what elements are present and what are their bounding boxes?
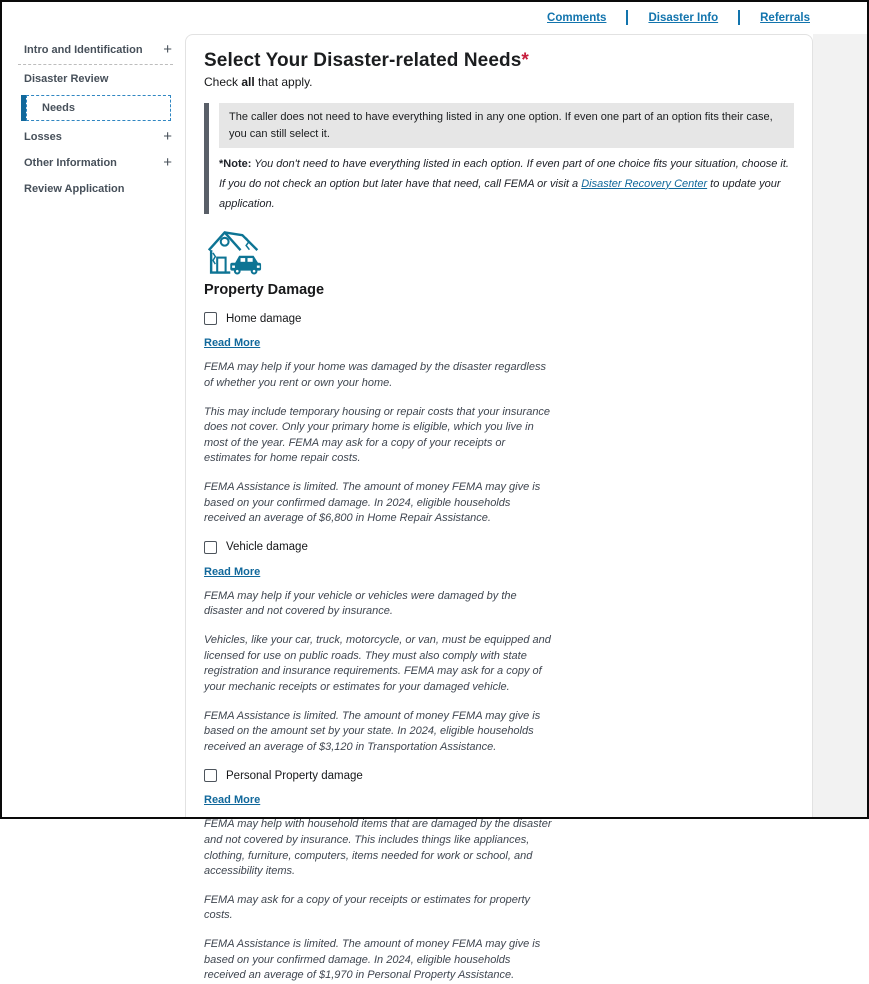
subtitle-text: that apply. (254, 75, 313, 89)
expand-plus-icon[interactable]: + (163, 128, 172, 145)
note-text: to update your application. (219, 177, 781, 210)
sidebar-item-intro-and-identification[interactable] (2, 37, 185, 63)
option-home-damage (204, 312, 794, 526)
subtitle-text: Check (204, 75, 242, 89)
sidebar-item-label: Losses (24, 131, 62, 143)
sidebar-item-needs[interactable] (26, 95, 171, 121)
top-link-disaster-info[interactable]: Disaster Info (648, 11, 719, 24)
guidance-block (204, 103, 794, 214)
option-description: Vehicles, like your car, truck, motorcycle, or van, must be equipped and licensed for use on public roads. They must also comply with state registration and insurance requirements. FEMA may ask for a copy of your mechanic receipts or estimates for your damaged vehicle. (204, 634, 551, 693)
home-damage-checkbox-row[interactable] (204, 312, 794, 325)
home-damage-checkbox[interactable] (204, 312, 217, 325)
note-text: You don't need to have everything listed in each option. If even part of one choice fits your situation, choose it. If you do not check an option but later have that need, call FEMA or visit a (219, 158, 789, 190)
personal-property-damage-checkbox[interactable] (204, 769, 217, 782)
sidebar-item-losses[interactable] (2, 124, 185, 150)
option-description: FEMA Assistance is limited. The amount of money FEMA may give is based on your confirmed damage. In 2024, eligible households received an average of $1,970 in Personal Property Assistance. (204, 938, 541, 982)
page-subtitle (204, 75, 794, 89)
subtitle-bold-text: all (241, 75, 255, 89)
caller-guidance-callout: The caller does not need to have everything listed in any one option. If even one part of an option fits their case, you can still select it. (219, 103, 794, 148)
expand-plus-icon[interactable]: + (163, 41, 172, 58)
option-description: FEMA may help if your home was damaged by the disaster regardless of whether you rent or own your home. (204, 361, 546, 389)
option-description: FEMA Assistance is limited. The amount of money FEMA may give is based on your confirmed damage. In 2024, eligible households received an average of $6,800 in Home Repair Assistance. (204, 481, 541, 525)
checkbox-label: Personal Property damage (226, 769, 363, 782)
option-description: This may include temporary housing or repair costs that your insurance does not cover. Only your primary home is eligible, which you live in most of the year. FEMA may ask for a copy of your receipts or estimates for home repair costs. (204, 405, 551, 465)
top-link-comments[interactable]: Comments (547, 11, 607, 24)
option-description: FEMA Assistance is limited. The amount of money FEMA may give is based on the amount set by your state. In 2024, eligible households received an average of $3,120 in Transportation Assistance. (204, 709, 541, 753)
note-label: *Note: (219, 158, 252, 170)
page-body (2, 33, 867, 982)
nav-divider (626, 10, 628, 25)
page-title (204, 50, 794, 72)
top-nav (2, 2, 867, 33)
content-panel (185, 34, 813, 982)
section-heading: Property Damage (204, 282, 325, 299)
personal-property-damage-checkbox-row[interactable] (204, 769, 794, 782)
option-personal-property-damage (204, 769, 794, 983)
sidebar (2, 33, 185, 817)
sidebar-item-label: Needs (42, 102, 76, 114)
page-title-text: Select Your Disaster-related Needs (204, 50, 522, 71)
vehicle-damage-checkbox-row[interactable] (204, 541, 794, 554)
disaster-recovery-center-link[interactable]: Disaster Recovery Center (581, 177, 708, 190)
sidebar-item-label: Review Application (24, 183, 125, 195)
sidebar-item-disaster-review[interactable] (2, 66, 185, 92)
right-gutter (813, 34, 867, 817)
damaged-house-and-car-icon (206, 228, 262, 276)
top-link-referrals[interactable]: Referrals (760, 11, 810, 24)
vehicle-damage-read-more-link[interactable]: Read More (204, 565, 261, 578)
home-damage-read-more-link[interactable]: Read More (204, 337, 261, 350)
checkbox-label: Home damage (226, 312, 302, 325)
sidebar-divider (18, 64, 173, 65)
option-description: FEMA may ask for a copy of your receipts or estimates for property costs. (204, 893, 531, 922)
sidebar-item-label: Intro and Identification (24, 44, 143, 56)
option-description: FEMA may help if your vehicle or vehicles were damaged by the disaster and not covered by insurance. (204, 589, 517, 618)
nav-divider (738, 10, 740, 25)
option-description: FEMA may help with household items that are damaged by the disaster and not covered by insurance. This includes things like appliances, clothing, furniture, computers, items needed for work or school, and accessibility items. (204, 818, 552, 878)
sidebar-item-label: Disaster Review (24, 73, 109, 85)
sidebar-item-other-information[interactable] (2, 150, 185, 176)
required-asterisk: * (521, 50, 529, 71)
note-paragraph (219, 155, 794, 214)
expand-plus-icon[interactable]: + (163, 154, 172, 171)
personal-property-damage-read-more-link[interactable]: Read More (204, 794, 261, 807)
vehicle-damage-checkbox[interactable] (204, 541, 217, 554)
checkbox-label: Vehicle damage (226, 541, 308, 554)
sidebar-item-review-application[interactable] (2, 176, 185, 202)
option-vehicle-damage (204, 541, 794, 755)
sidebar-item-label: Other Information (24, 157, 117, 169)
